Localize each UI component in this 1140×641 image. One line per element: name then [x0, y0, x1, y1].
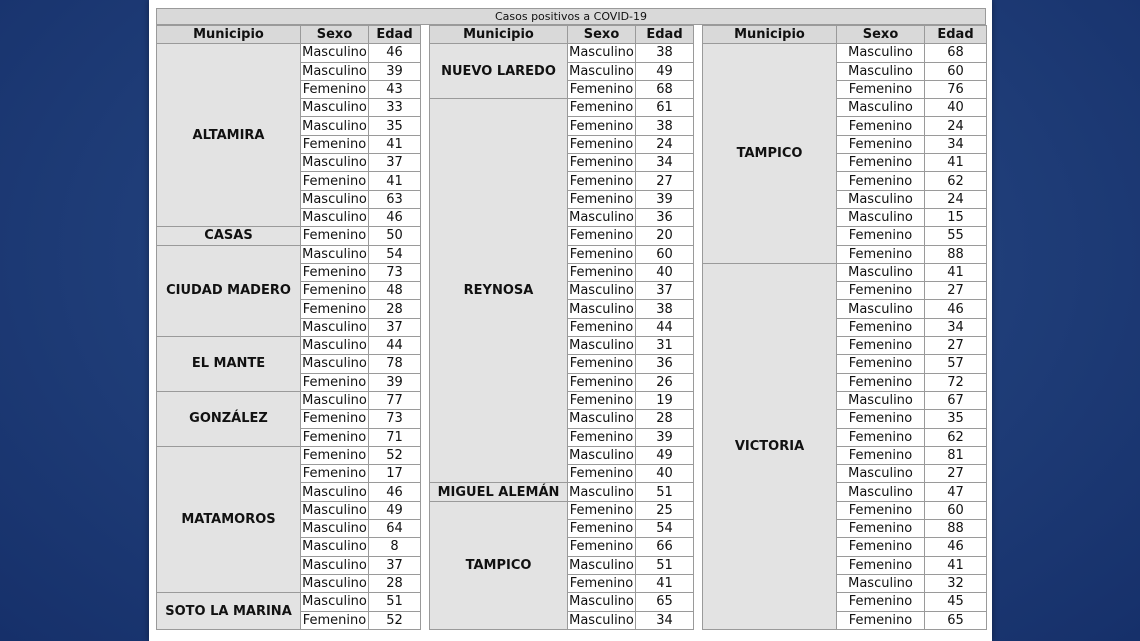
municipio-cell: TAMPICO [430, 501, 568, 629]
edad-cell: 60 [636, 245, 694, 263]
sexo-cell: Masculino [569, 210, 634, 226]
sexo-cell: Masculino [302, 594, 367, 610]
edad-cell: 24 [636, 135, 694, 153]
municipio-cell: MIGUEL ALEMÁN [430, 483, 568, 501]
sexo-cell: Masculino [569, 447, 634, 463]
edad-cell: 77 [369, 391, 421, 409]
edad-cell: 39 [369, 373, 421, 391]
table-row [157, 227, 421, 245]
edad-cell: 33 [369, 99, 421, 117]
edad-cell: 41 [369, 135, 421, 153]
sexo-cell: Femenino [301, 263, 369, 281]
header-row [703, 26, 987, 44]
sexo-cell: Masculino [302, 484, 367, 500]
edad-cell: 49 [636, 62, 694, 80]
sexo-cell: Masculino [837, 391, 925, 409]
edad-cell: 68 [925, 44, 987, 62]
sexo-cell: Femenino [301, 611, 369, 629]
edad-cell: 15 [925, 208, 987, 226]
sexo-cell: Femenino [568, 227, 636, 245]
edad-cell: 37 [636, 282, 694, 300]
sexo-cell: Femenino [837, 227, 925, 245]
column-header-sexo: Sexo [301, 26, 369, 44]
edad-cell: 28 [369, 300, 421, 318]
sexo-cell: Femenino [837, 154, 925, 172]
edad-cell: 46 [369, 44, 421, 62]
sexo-cell: Masculino [569, 612, 634, 628]
edad-cell: 46 [369, 483, 421, 501]
column-header-municipio: Municipio [703, 26, 837, 44]
sexo-cell: Femenino [568, 520, 636, 538]
sexo-cell: Masculino [569, 557, 634, 573]
edad-cell: 27 [925, 337, 987, 355]
sexo-cell: Femenino [568, 135, 636, 153]
cases-table-1 [156, 25, 421, 630]
sexo-cell: Femenino [568, 190, 636, 208]
edad-cell: 54 [369, 245, 421, 263]
edad-cell: 44 [369, 337, 421, 355]
edad-cell: 40 [636, 465, 694, 483]
municipio-cell: GONZÁLEZ [157, 391, 301, 446]
sexo-cell: Femenino [301, 135, 369, 153]
sexo-cell: Masculino [302, 63, 367, 79]
edad-cell: 61 [636, 99, 694, 117]
sexo-cell: Femenino [301, 227, 369, 245]
sexo-cell: Masculino [302, 45, 367, 61]
edad-cell: 43 [369, 80, 421, 98]
edad-cell: 60 [925, 62, 987, 80]
edad-cell: 39 [636, 428, 694, 446]
sexo-cell: Femenino [837, 172, 925, 190]
edad-cell: 57 [925, 355, 987, 373]
sexo-cell: Masculino [837, 44, 925, 62]
sexo-cell: Masculino [302, 557, 367, 573]
sexo-cell: Femenino [301, 373, 369, 391]
edad-cell: 55 [925, 227, 987, 245]
sexo-cell: Masculino [302, 191, 367, 207]
edad-cell: 65 [636, 593, 694, 611]
sexo-cell: Femenino [837, 556, 925, 574]
edad-cell: 67 [925, 391, 987, 409]
table-row [430, 501, 694, 519]
edad-cell: 68 [636, 80, 694, 98]
sexo-cell: Femenino [301, 172, 369, 190]
sexo-cell: Masculino [302, 393, 367, 409]
edad-cell: 49 [636, 446, 694, 464]
edad-cell: 76 [925, 80, 987, 98]
edad-cell: 46 [925, 538, 987, 556]
edad-cell: 28 [369, 574, 421, 592]
edad-cell: 51 [636, 483, 694, 501]
sexo-cell: Masculino [302, 210, 367, 226]
sexo-cell: Masculino [569, 45, 634, 61]
sexo-cell: Masculino [302, 246, 367, 262]
table-row [703, 44, 987, 62]
edad-cell: 37 [369, 556, 421, 574]
edad-cell: 71 [369, 428, 421, 446]
edad-cell: 31 [636, 337, 694, 355]
sexo-cell: Femenino [837, 410, 925, 428]
edad-cell: 51 [636, 556, 694, 574]
sexo-cell: Femenino [568, 154, 636, 172]
table-row [157, 593, 421, 611]
edad-cell: 52 [369, 446, 421, 464]
sexo-cell: Masculino [569, 411, 634, 427]
sexo-cell: Femenino [568, 538, 636, 556]
column-header-edad: Edad [636, 26, 694, 44]
table-row [157, 44, 421, 62]
edad-cell: 35 [369, 117, 421, 135]
column-header-sexo: Sexo [837, 26, 925, 44]
sexo-cell: Femenino [568, 501, 636, 519]
edad-cell: 65 [925, 611, 987, 629]
sexo-cell: Femenino [837, 117, 925, 135]
edad-cell: 72 [925, 373, 987, 391]
edad-cell: 62 [925, 428, 987, 446]
table-row [430, 483, 694, 501]
edad-cell: 44 [636, 318, 694, 336]
column-header-municipio: Municipio [157, 26, 301, 44]
edad-cell: 17 [369, 465, 421, 483]
edad-cell: 48 [369, 282, 421, 300]
sexo-cell: Femenino [568, 172, 636, 190]
edad-cell: 34 [636, 611, 694, 629]
table-title: Casos positivos a COVID-19 [156, 8, 986, 25]
sexo-cell: Femenino [301, 300, 369, 318]
sexo-cell: Femenino [301, 282, 369, 300]
sexo-cell: Femenino [568, 355, 636, 373]
sexo-cell: Masculino [569, 594, 634, 610]
sexo-cell: Femenino [568, 80, 636, 98]
sexo-cell: Femenino [568, 428, 636, 446]
edad-cell: 28 [636, 410, 694, 428]
sexo-cell: Masculino [837, 574, 925, 592]
sexo-cell: Masculino [837, 99, 925, 117]
sexo-cell: Femenino [837, 373, 925, 391]
sexo-cell: Masculino [569, 283, 634, 299]
sexo-cell: Femenino [837, 611, 925, 629]
sexo-cell: Masculino [569, 338, 634, 354]
sexo-cell: Masculino [837, 263, 925, 281]
edad-cell: 60 [925, 501, 987, 519]
sexo-cell: Masculino [569, 484, 634, 500]
sexo-cell: Masculino [302, 118, 367, 134]
sexo-cell: Masculino [302, 356, 367, 372]
edad-cell: 19 [636, 391, 694, 409]
sexo-cell: Femenino [837, 282, 925, 300]
edad-cell: 41 [369, 172, 421, 190]
edad-cell: 41 [925, 154, 987, 172]
header-row [157, 26, 421, 44]
edad-cell: 34 [925, 318, 987, 336]
municipio-cell: REYNOSA [430, 99, 568, 483]
edad-cell: 38 [636, 300, 694, 318]
cases-table-2 [429, 25, 694, 630]
edad-cell: 81 [925, 446, 987, 464]
edad-cell: 27 [925, 282, 987, 300]
edad-cell: 34 [925, 135, 987, 153]
sexo-cell: Masculino [837, 465, 925, 483]
edad-cell: 49 [369, 501, 421, 519]
edad-cell: 24 [925, 117, 987, 135]
edad-cell: 27 [925, 465, 987, 483]
edad-cell: 50 [369, 227, 421, 245]
sexo-cell: Femenino [837, 337, 925, 355]
edad-cell: 41 [636, 574, 694, 592]
municipio-cell: CASAS [157, 227, 301, 245]
edad-cell: 40 [636, 263, 694, 281]
sexo-cell: Femenino [301, 428, 369, 446]
edad-cell: 25 [636, 501, 694, 519]
sexo-cell: Femenino [837, 593, 925, 611]
sexo-cell: Femenino [301, 446, 369, 464]
sexo-cell: Femenino [301, 465, 369, 483]
sexo-cell: Masculino [569, 63, 634, 79]
sexo-cell: Femenino [568, 99, 636, 117]
municipio-cell: NUEVO LAREDO [430, 44, 568, 99]
municipio-cell: VICTORIA [703, 263, 837, 629]
edad-cell: 54 [636, 520, 694, 538]
sexo-cell: Femenino [301, 410, 369, 428]
edad-cell: 63 [369, 190, 421, 208]
sexo-cell: Femenino [568, 574, 636, 592]
sexo-cell: Masculino [837, 483, 925, 501]
column-header-municipio: Municipio [430, 26, 568, 44]
cases-table-3 [702, 25, 987, 630]
sexo-cell: Femenino [568, 263, 636, 281]
document-sheet [149, 0, 992, 641]
sexo-cell: Masculino [302, 576, 367, 592]
edad-cell: 73 [369, 410, 421, 428]
sexo-cell: Femenino [837, 355, 925, 373]
sexo-cell: Masculino [837, 300, 925, 318]
table-row [430, 99, 694, 117]
edad-cell: 39 [369, 62, 421, 80]
table-row [703, 263, 987, 281]
municipio-cell: EL MANTE [157, 337, 301, 392]
edad-cell: 88 [925, 245, 987, 263]
edad-cell: 37 [369, 318, 421, 336]
sexo-cell: Femenino [837, 501, 925, 519]
edad-cell: 35 [925, 410, 987, 428]
sexo-cell: Femenino [568, 391, 636, 409]
sexo-cell: Masculino [837, 62, 925, 80]
municipio-cell: TAMPICO [703, 44, 837, 264]
column-header-sexo: Sexo [568, 26, 636, 44]
edad-cell: 46 [369, 208, 421, 226]
edad-cell: 46 [925, 300, 987, 318]
sexo-cell: Femenino [837, 538, 925, 556]
sexo-cell: Masculino [302, 319, 367, 335]
edad-cell: 38 [636, 117, 694, 135]
sexo-cell: Femenino [568, 318, 636, 336]
edad-cell: 64 [369, 520, 421, 538]
sexo-cell: Masculino [569, 301, 634, 317]
table-row [157, 446, 421, 464]
sexo-cell: Masculino [837, 190, 925, 208]
sexo-cell: Femenino [837, 245, 925, 263]
edad-cell: 88 [925, 520, 987, 538]
sexo-cell: Femenino [837, 446, 925, 464]
edad-cell: 20 [636, 227, 694, 245]
municipio-cell: CIUDAD MADERO [157, 245, 301, 336]
sexo-cell: Femenino [568, 245, 636, 263]
table-row [430, 44, 694, 62]
sexo-cell: Femenino [301, 80, 369, 98]
edad-cell: 41 [925, 263, 987, 281]
sexo-cell: Masculino [837, 208, 925, 226]
municipio-cell: SOTO LA MARINA [157, 593, 301, 630]
edad-cell: 52 [369, 611, 421, 629]
edad-cell: 38 [636, 44, 694, 62]
sexo-cell: Femenino [837, 318, 925, 336]
sexo-cell: Femenino [837, 428, 925, 446]
sexo-cell: Femenino [568, 373, 636, 391]
table-row [157, 391, 421, 409]
edad-cell: 40 [925, 99, 987, 117]
edad-cell: 39 [636, 190, 694, 208]
edad-cell: 41 [925, 556, 987, 574]
edad-cell: 45 [925, 593, 987, 611]
municipio-cell: ALTAMIRA [157, 44, 301, 227]
edad-cell: 36 [636, 208, 694, 226]
edad-cell: 27 [636, 172, 694, 190]
sexo-cell: Masculino [302, 502, 367, 518]
edad-cell: 36 [636, 355, 694, 373]
sexo-cell: Masculino [302, 338, 367, 354]
sexo-cell: Masculino [302, 521, 367, 537]
table-row [157, 337, 421, 355]
sexo-cell: Femenino [568, 465, 636, 483]
sexo-cell: Masculino [302, 155, 367, 171]
edad-cell: 32 [925, 574, 987, 592]
edad-cell: 34 [636, 154, 694, 172]
header-row [430, 26, 694, 44]
edad-cell: 73 [369, 263, 421, 281]
column-header-edad: Edad [925, 26, 987, 44]
edad-cell: 24 [925, 190, 987, 208]
sexo-cell: Masculino [302, 100, 367, 116]
edad-cell: 26 [636, 373, 694, 391]
sexo-cell: Femenino [837, 135, 925, 153]
edad-cell: 47 [925, 483, 987, 501]
municipio-cell: MATAMOROS [157, 446, 301, 592]
edad-cell: 37 [369, 154, 421, 172]
edad-cell: 66 [636, 538, 694, 556]
sexo-cell: Femenino [837, 80, 925, 98]
sexo-cell: Masculino [302, 539, 367, 555]
sexo-cell: Femenino [837, 520, 925, 538]
edad-cell: 62 [925, 172, 987, 190]
column-header-edad: Edad [369, 26, 421, 44]
edad-cell: 78 [369, 355, 421, 373]
sexo-cell: Femenino [568, 117, 636, 135]
edad-cell: 51 [369, 593, 421, 611]
table-row [157, 245, 421, 263]
edad-cell: 8 [369, 538, 421, 556]
